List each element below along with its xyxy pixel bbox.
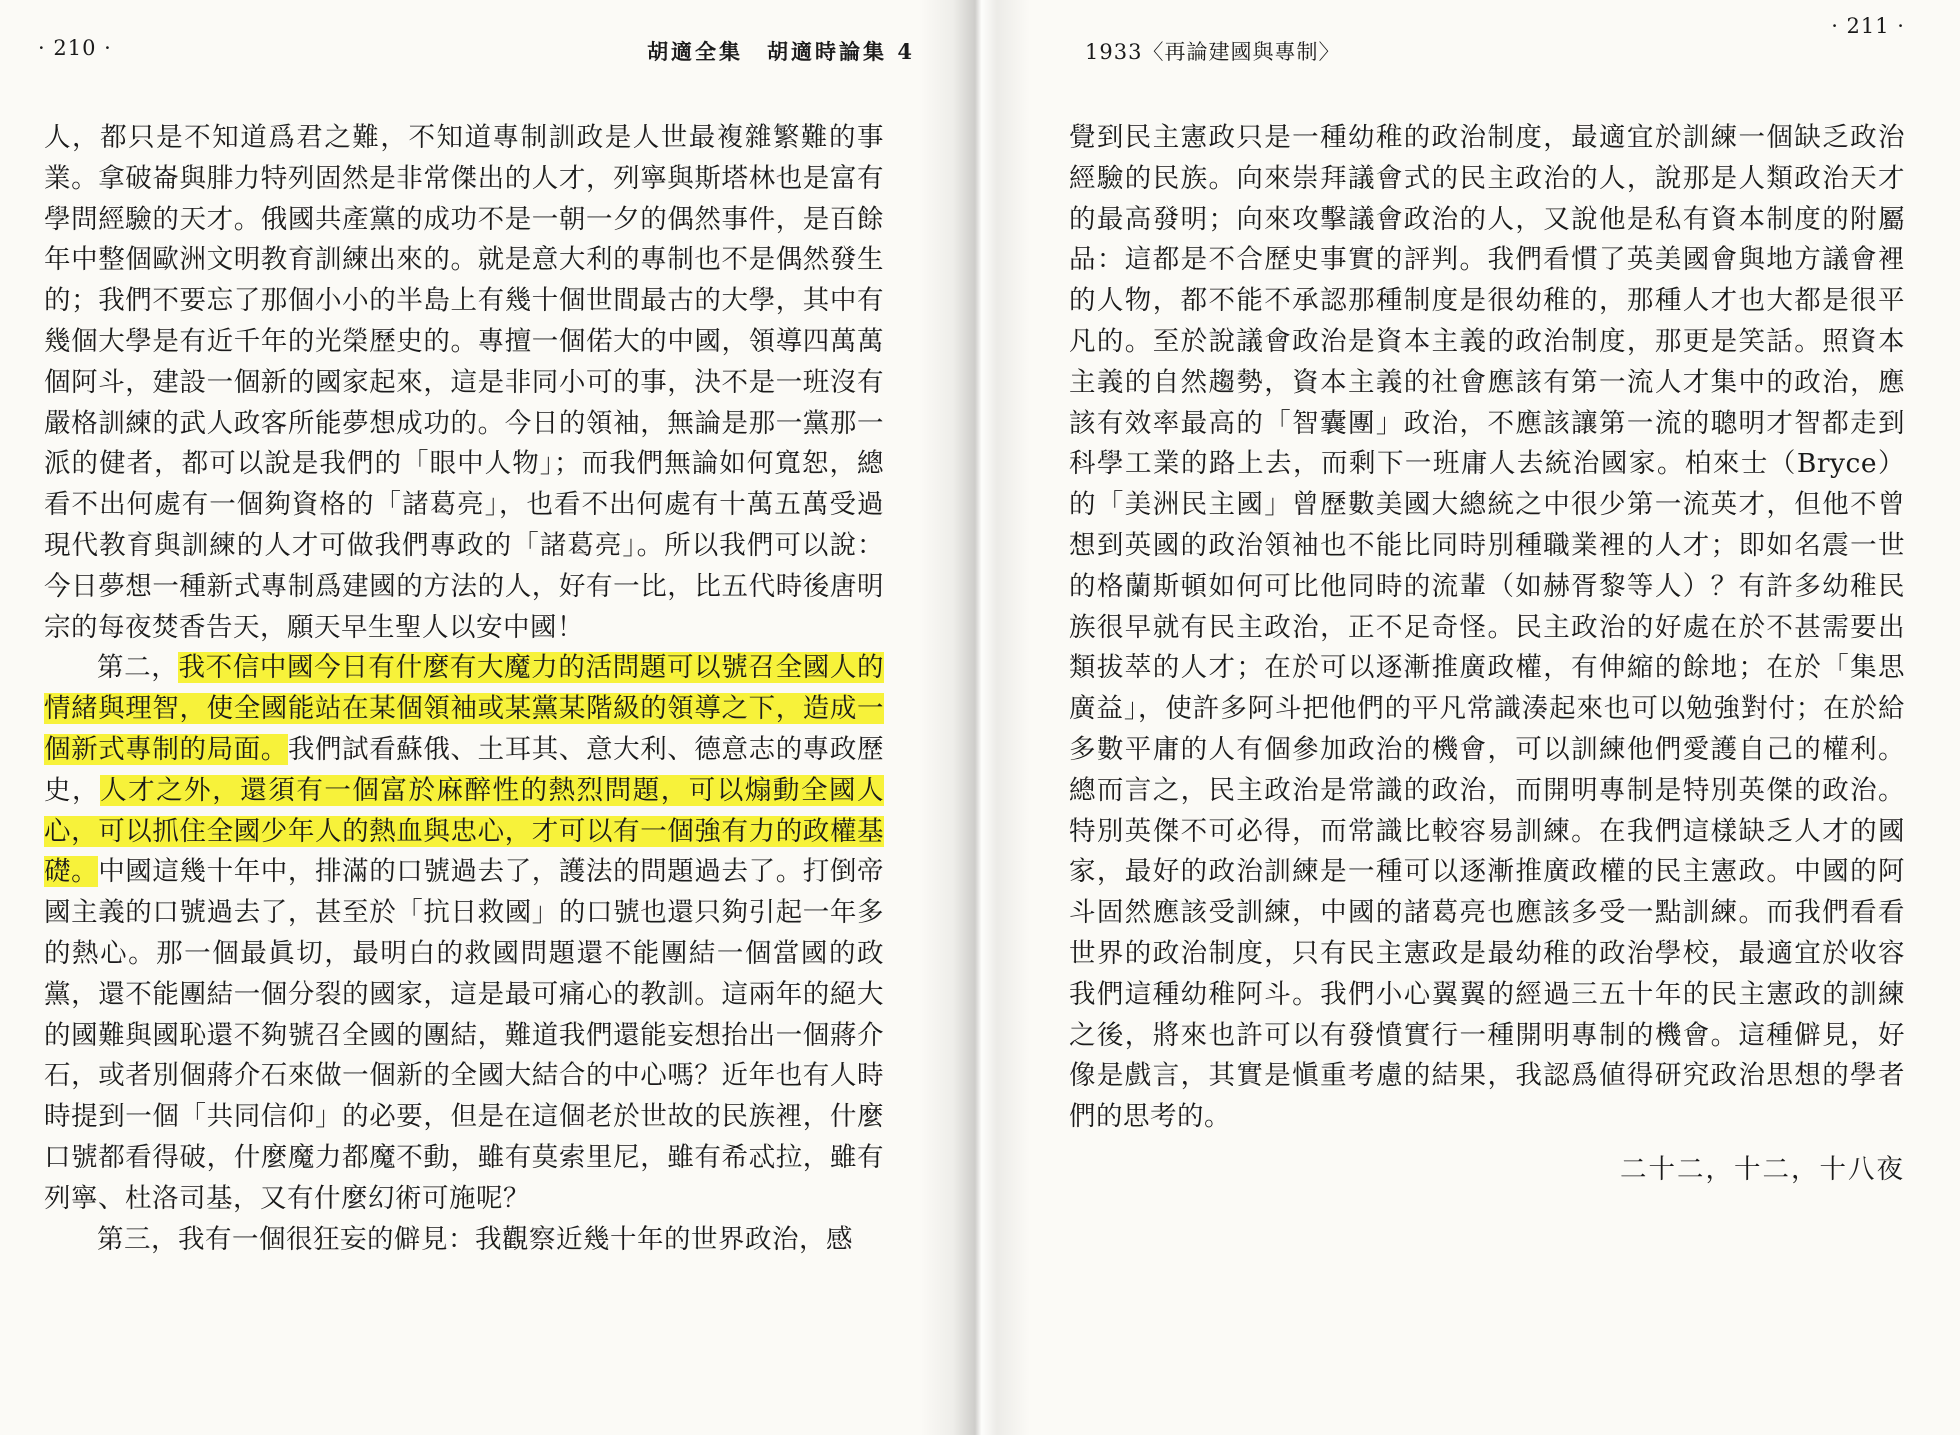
running-title-text: 胡適全集 胡適時論集 4 bbox=[647, 39, 915, 64]
left-running-title bbox=[647, 36, 915, 66]
paragraph bbox=[44, 1220, 884, 1261]
right-page-body bbox=[1069, 118, 1905, 1191]
text-run: 人，都只是不知道爲君之難，不知道專制訓政是人世最複雜繁難的事業。拿破崙與腓力特列固然是非常傑出的人才，列寧與斯塔林也是富有學問經驗的天才。俄國共產黨的成功不是一朝一夕的偶然事件，是百餘年中整個歐洲文明教育訓練出來的。就是意大利的專制也不是偶然發生的；我們不要忘了那個小小的半島上有幾十個世間最古的大學，其中有幾個大學是有近千年的光榮歷史的。專擅一個偌大的中國，領導四萬萬個阿斗，建設一個新的國家起來，這是非同小可的事，決不是一班沒有嚴格訓練的武人政客所能夢想成功的。今日的領袖，無論是那一黨那一派的健者，都可以說是我們的「眼中人物」；而我們無論如何寬恕，總看不出何處有一個夠資格的「諸葛亮」，也看不出何處有十萬五萬受過現代教育與訓練的人才可做我們專政的「諸葛亮」。所以我們可以說：今日夢想一種新式專制爲建國的方法的人，好有一比，比五代時後唐明宗的每夜焚香告天，願天早生聖人以安中國！ bbox=[44, 122, 884, 643]
left-page bbox=[0, 0, 975, 1435]
page-number-211: · 211 · bbox=[1831, 14, 1905, 38]
running-title-text: 1933〈再論建國與專制〉 bbox=[1085, 40, 1341, 64]
paragraph bbox=[44, 648, 884, 1219]
right-running-title bbox=[1085, 36, 1340, 66]
date-signoff: 二十二，十二，十八夜 bbox=[1620, 1153, 1905, 1185]
right-page-number bbox=[1831, 14, 1905, 38]
paragraph bbox=[44, 118, 884, 648]
text-run: 覺到民主憲政只是一種幼稚的政治制度，最適宜於訓練一個缺乏政治經驗的民族。向來崇拜議會式的民主政治的人，說那是人類政治天才的最高發明；向來攻擊議會政治的人，又說他是私有資本制度的附屬品：這都是不合歷史事實的評判。我們看慣了英美國會與地方議會裡的人物，都不能不承認那種制度是很幼稚的，那種人才也大都是很平凡的。至於說議會政治是資本主義的政治制度，那更是笑話。照資本主義的自然趨勢，資本主義的社會應該有第一流人才集中的政治，應該有效率最高的「智囊團」政治，不應該讓第一流的聰明才智都走到科學工業的路上去，而剩下一班庸人去統治國家。柏來士（Bryce）的「美洲民主國」曾歷數美國大總統之中很少第一流英才，但他不曾想到英國的政治領袖也不能比同時別種職業裡的人才；即如名震一世的格蘭斯頓如何可比他同時的流輩（如赫胥黎等人）？有許多幼稚民族很早就有民主政治，正不足奇怪。民主政治的好處在於不甚需要出類拔萃的人才；在於可以逐漸推廣政權，有伸縮的餘地；在於「集思廣益」，使許多阿斗把他們的平凡常識湊起來也可以勉強對付；在於給多數平庸的人有個參加政治的機會，可以訓練他們愛護自己的權利。總而言之，民主政治是常識的政治，而開明專制是特別英傑的政治。特別英傑不可必得，而常識比較容易訓練。在我們這樣缺乏人才的國家，最好的政治訓練是一種可以逐漸推廣政權的民主憲政。中國的阿斗固然應該受訓練，中國的諸葛亮也應該多受一點訓練。而我們看看世界的政治制度，只有民主憲政是最幼稚的政治學校，最適宜於收容我們這種幼稚阿斗。我們小心翼翼的經過三五十年的民主憲政的訓練之後，將來也許可以有發憤實行一種開明專制的機會。這種僻見，好像是戲言，其實是愼重考慮的結果，我認爲値得研究政治思想的學者們的思考的。 bbox=[1069, 122, 1905, 1133]
paragraph bbox=[1069, 118, 1905, 1138]
text-run: 中國這幾十年中，排滿的口號過去了，護法的問題過去了。打倒帝國主義的口號過去了，甚至於「抗日救國」的口號也還只夠引起一年多的熱心。那一個最眞切，最明白的救國問題還不能團結一個當國的政黨，還不能團結一個分裂的國家，這是最可痛心的教訓。這兩年的絕大的國難與國恥還不夠號召全國的團結，難道我們還能妄想抬出一個蔣介石，或者別個蔣介石來做一個新的全國大結合的中心嗎？近年也有人時時提到一個「共同信仰」的必要，但是在這個老於世故的民族裡，什麼口號都看得破，什麼魔力都魔不動，雖有莫索里尼，雖有希忒拉，雖有列寧、杜洛司基，又有什麼幻術可施呢？ bbox=[44, 856, 885, 1214]
left-page-body bbox=[44, 118, 884, 1260]
right-page bbox=[975, 0, 1960, 1435]
text-run: 第二， bbox=[97, 652, 179, 684]
highlighted-passage: 人才之外，還須有一個富於麻醉性的熱烈問題，可以煽動全國人心，可以抓住全國少年人的熱血與忠心，才可以有一個強有力的政權基礎。 bbox=[44, 774, 885, 888]
page-number-210: · 210 · bbox=[38, 36, 112, 60]
text-run: 我們試看蘇俄、土耳其、意大利、德意志的專政歷史， bbox=[44, 733, 885, 806]
text-run: 第三，我有一個很狂妄的僻見：我觀察近幾十年的世界政治，感 bbox=[97, 1223, 853, 1255]
highlighted-passage: 我不信中國今日有什麼有大魔力的活問題可以號召全國人的情緒與理智，使全國能站在某個領袖或某黨某階級的領導之下，造成一個新式專制的局面。 bbox=[44, 652, 885, 765]
left-page-number bbox=[38, 36, 112, 60]
